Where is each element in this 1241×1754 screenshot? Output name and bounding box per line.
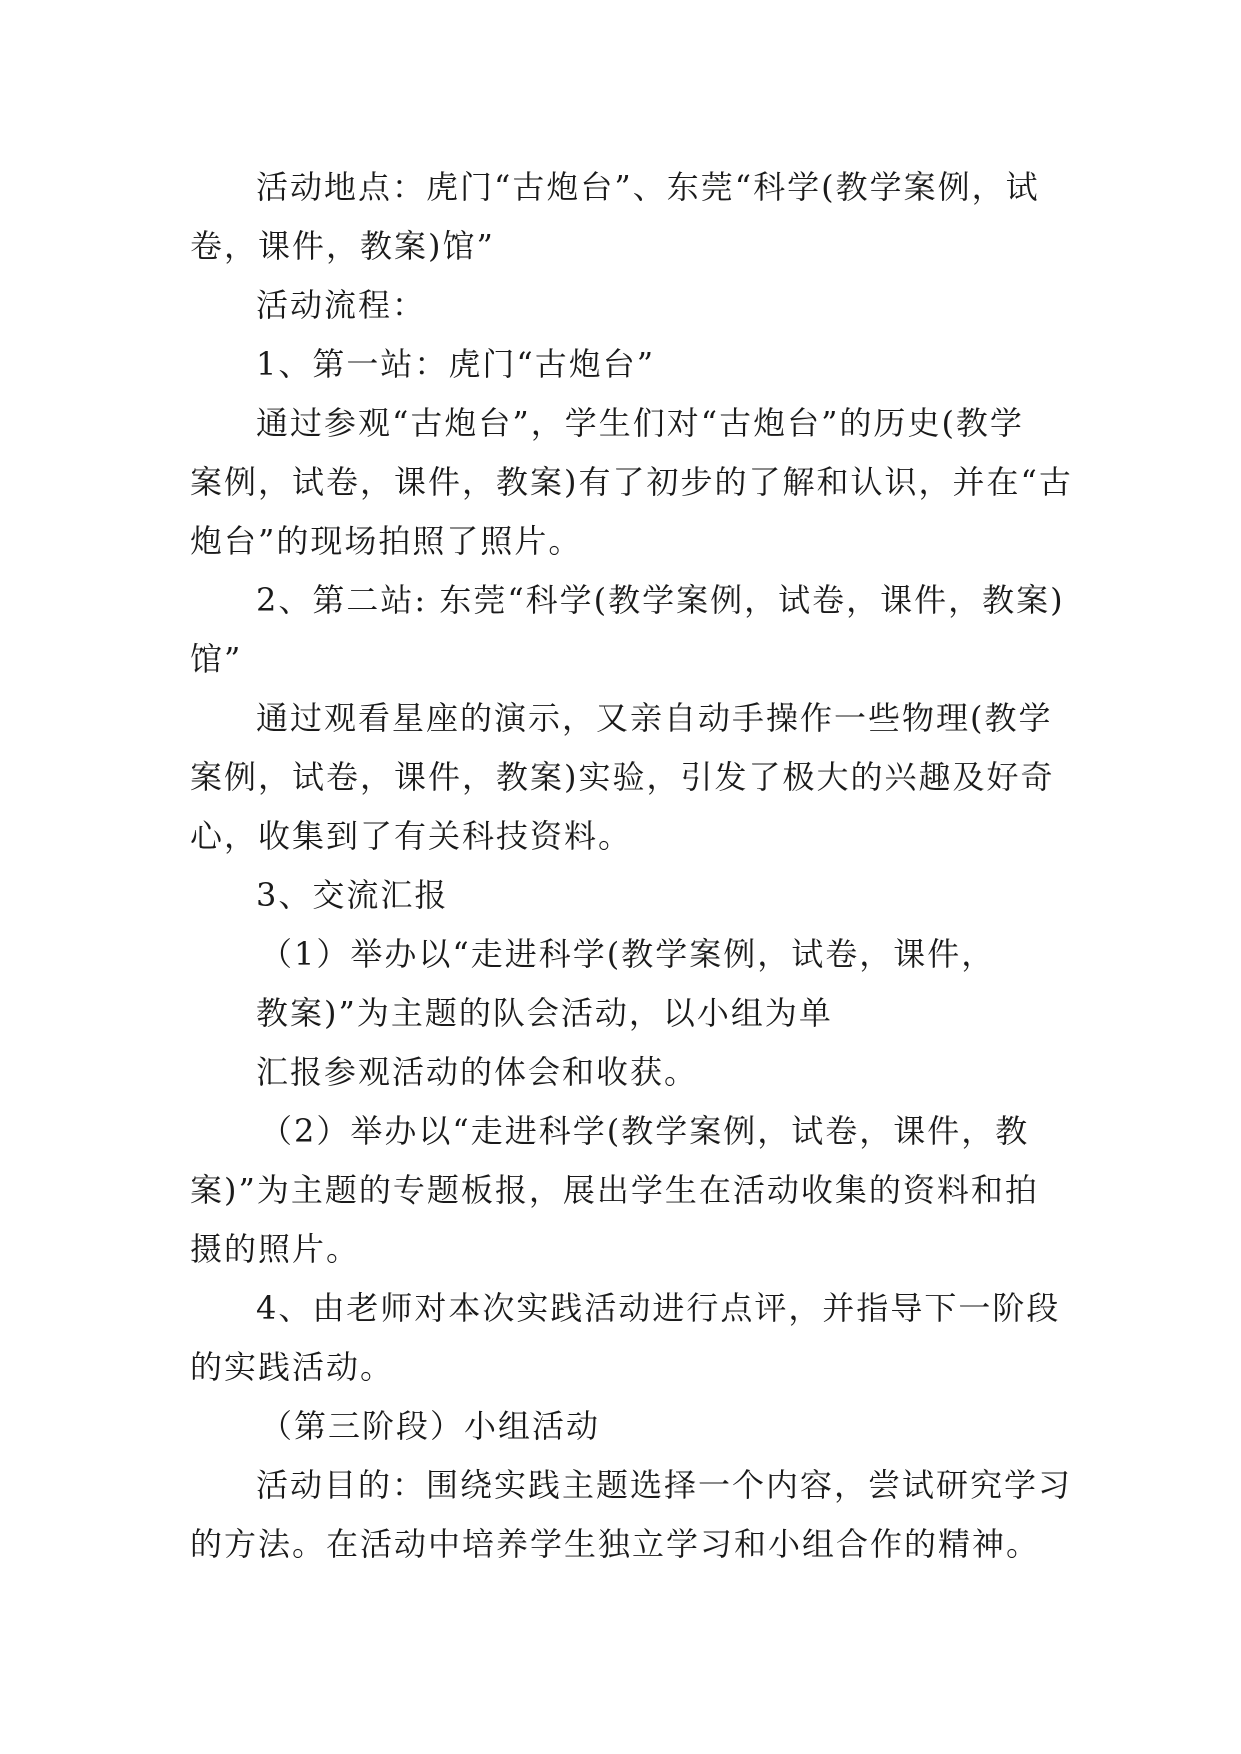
section-heading: （第三阶段）小组活动	[260, 1407, 601, 1445]
paragraph-line: 的实践活动。	[190, 1348, 395, 1386]
paragraph-line: 活动地点：虎门“古炮台”、东莞“科学(教学案例，试	[256, 168, 1040, 206]
paragraph-line: 活动目的：围绕实践主题选择一个内容，尝试研究学习	[256, 1466, 1073, 1504]
paragraph-line: 通过观看星座的演示，又亲自动手操作一些物理(教学	[256, 699, 1053, 737]
paragraph-line: 案例，试卷，课件，教案)有了初步的了解和认识，并在“古	[190, 463, 1073, 501]
paragraph-line: 教案)”为主题的队会活动，以小组为单	[256, 994, 833, 1032]
paragraph-line: （2）举办以“走进科学(教学案例，试卷，课件，教	[260, 1112, 1030, 1150]
paragraph-line: 活动流程：	[256, 286, 427, 324]
paragraph-line: 汇报参观活动的体会和收获。	[256, 1053, 699, 1091]
paragraph-line: 通过参观“古炮台”，学生们对“古炮台”的历史(教学	[256, 404, 1024, 442]
paragraph-line: 摄的照片。	[190, 1230, 361, 1268]
paragraph-line: 2、第二站: 东莞“科学(教学案例，试卷，课件，教案)	[256, 581, 1065, 619]
paragraph-line: 卷，课件，教案)馆”	[190, 227, 495, 265]
paragraph-line: 炮台”的现场拍照了照片。	[190, 522, 583, 560]
paragraph-line: 3、交流汇报	[256, 876, 449, 914]
paragraph-line: 心，收集到了有关科技资料。	[190, 817, 633, 855]
paragraph-line: 的方法。在活动中培养学生独立学习和小组合作的精神。	[190, 1525, 1041, 1563]
document-body	[190, 158, 1073, 1574]
paragraph-line: 案)”为主题的专题板报，展出学生在活动收集的资料和拍	[190, 1171, 1039, 1209]
paragraph-line: 4、由老师对本次实践活动进行点评，并指导下一阶段	[256, 1289, 1061, 1327]
paragraph-line: 1、第一站：虎门“古炮台”	[256, 345, 656, 383]
paragraph-line: 案例，试卷，课件，教案)实验，引发了极大的兴趣及好奇	[190, 758, 1055, 796]
paragraph-line: （1）举办以“走进科学(教学案例，试卷，课件，	[260, 935, 996, 973]
paragraph-line: 馆”	[190, 640, 243, 678]
